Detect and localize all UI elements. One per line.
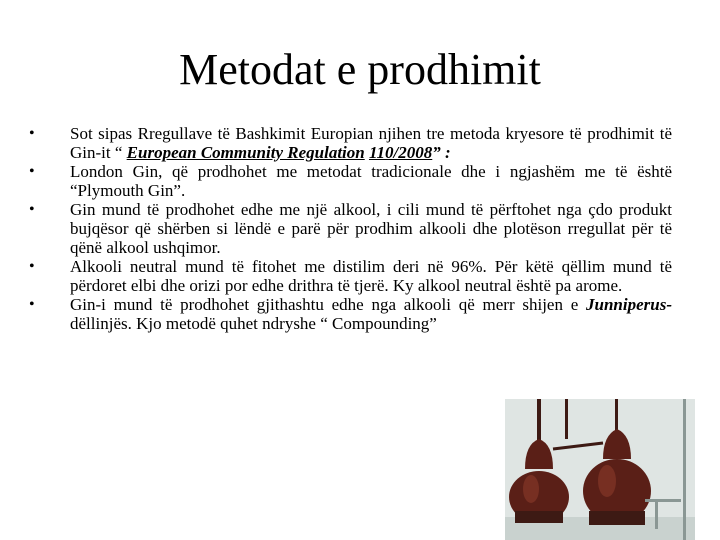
- bullet-text: Gin mund të prodhohet edhe me një alkool, i cili mund të përftohet nga çdo produkt bujqësor që shërben si lëndë e parë për prodhim alkooli dhe plotëson rregullat për të qënë alkool ushqimor.: [70, 200, 672, 257]
- bullet-marker: •: [29, 201, 35, 218]
- bullet-text: London Gin, që prodhohet me metodat tradicionale dhe i ngjashëm me të është “Plymouth Gin”.: [70, 162, 672, 200]
- regulation-number: 110/2008: [368, 143, 433, 162]
- bullet-text: Gin-i mund të prodhohet gjithashtu edhe nga alkooli që merr shijen e: [70, 295, 587, 314]
- page-title: Metodat e prodhimit: [179, 45, 541, 94]
- bullet-item-compounding: [29, 295, 672, 333]
- bullet-marker: •: [29, 258, 35, 275]
- regulation-name: European Community Regulation: [126, 143, 365, 162]
- bullet-marker: •: [29, 163, 35, 180]
- bullet-item-regulation: [29, 124, 672, 162]
- bullet-text: Sot sipas Rregullave të Bashkimit Europian njihen tre metoda kryesore të prodhimit të Gin-it “: [70, 124, 672, 162]
- pot-stills-illustration: [505, 399, 695, 540]
- bullet-item-london-gin: [29, 162, 672, 200]
- bullet-item-agricultural-alcohol: [29, 200, 672, 257]
- copper-pot-stills-photo: [505, 399, 695, 540]
- bullet-item-neutral-alcohol: [29, 257, 672, 295]
- bullet-text-end: dëllinjës. Kjo metodë quhet ndryshe “ Compounding”: [70, 314, 437, 333]
- bullet-list: [29, 124, 672, 333]
- regulation-close: ” :: [432, 143, 451, 162]
- bullet-marker: •: [29, 125, 35, 142]
- juniperus-term: Junniperus-: [586, 295, 672, 314]
- bullet-marker: •: [29, 296, 35, 313]
- bullet-text: Alkooli neutral mund të fitohet me distilim deri në 96%. Për këtë qëllim mund të përdoret elbi dhe orizi por edhe drithra të tjerë. Ky alkool neutral është pa arome.: [70, 257, 672, 295]
